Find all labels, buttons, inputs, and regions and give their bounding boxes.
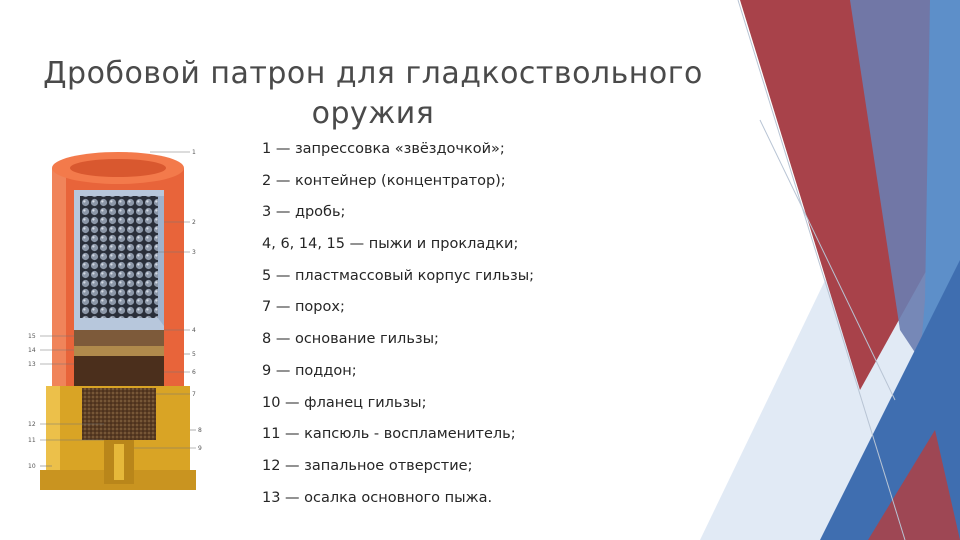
legend-item: 7 — порох; <box>262 299 345 316</box>
callout-14: 14 <box>28 347 36 354</box>
shell-tube-highlight <box>52 168 66 390</box>
callout-5: 5 <box>192 351 196 358</box>
wad-over-powder <box>74 330 164 346</box>
legend-item: 13 — осалка основного пыжа. <box>262 489 493 506</box>
callout-8: 8 <box>198 427 202 434</box>
callout-9: 9 <box>198 445 202 452</box>
callout-3: 3 <box>192 249 196 256</box>
shell-crimp-star <box>70 159 166 177</box>
primer-flash-hole <box>114 444 124 480</box>
legend-item: 11 — капсюль - воспламенитель; <box>262 426 516 443</box>
wad-felt <box>74 356 164 386</box>
legend-item: 8 — основание гильзы; <box>262 331 439 348</box>
legend-item: 12 — запальное отверстие; <box>262 457 473 474</box>
callout-11: 11 <box>28 437 36 444</box>
legend-item: 5 — пластмассовый корпус гильзы; <box>262 267 535 284</box>
callout-7: 7 <box>192 391 196 398</box>
shot-pellets <box>80 196 158 318</box>
powder-charge <box>82 388 156 440</box>
callout-12: 12 <box>28 421 36 428</box>
parts-legend <box>262 134 562 514</box>
legend-item: 1 — запрессовка «звёздочкой»; <box>262 141 505 157</box>
callout-6: 6 <box>192 369 196 376</box>
brass-highlight <box>46 386 60 482</box>
container-wall <box>158 196 164 326</box>
legend-item: 10 — фланец гильзы; <box>262 394 427 411</box>
callout-4: 4 <box>192 327 196 334</box>
callout-1: 1 <box>192 149 196 156</box>
legend-item: 2 — контейнер (концентратор); <box>262 172 506 189</box>
slide-title: Дробовой патрон для гладкоствольного оружия <box>43 56 703 131</box>
callout-10: 10 <box>28 463 36 470</box>
legend-item: 4, 6, 14, 15 — пыжи и прокладки; <box>262 236 519 253</box>
legend-item: 3 — дробь; <box>262 204 346 221</box>
wad-card <box>74 346 164 356</box>
callout-13: 13 <box>28 361 36 368</box>
callout-15: 15 <box>28 333 36 340</box>
legend-item: 9 — поддон; <box>262 362 357 379</box>
callout-2: 2 <box>192 219 196 226</box>
